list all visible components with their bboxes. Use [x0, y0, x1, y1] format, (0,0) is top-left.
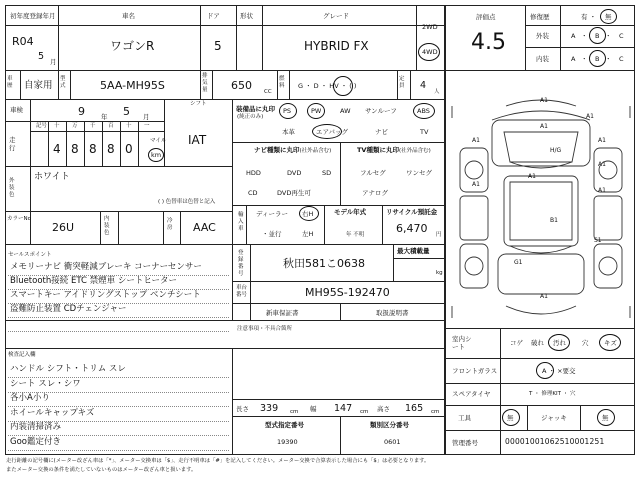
equipment-item: ナビ [375, 128, 388, 136]
owner-manual: 取扱説明書 [376, 309, 409, 317]
car-diagram [448, 92, 634, 328]
damage-mark: A1 [540, 97, 548, 104]
type-cert-label: 型式指定番号 [265, 421, 304, 429]
damage-mark: A1 [598, 187, 606, 194]
seat-option: 汚れ [553, 339, 566, 347]
height-unit: cm [431, 409, 440, 415]
mileage-unit-label: 千 [90, 123, 96, 129]
usage-label: 車歴 [7, 76, 13, 89]
frame-no-label: 車台番号 [236, 285, 248, 298]
type-cert: 19390 [277, 438, 298, 446]
class-no: 0601 [384, 438, 401, 446]
car-name-label: 車名 [122, 12, 135, 20]
damage-mark: A1 [598, 161, 606, 168]
drive-4wd: 4WD [422, 48, 438, 56]
drive-2wd: 2WD [422, 23, 438, 31]
exterior-grade-separator: ・ [581, 32, 588, 40]
interior-color-label: 内装色 [104, 216, 110, 236]
damage-mark: A1 [528, 173, 536, 180]
ac: AAC [193, 221, 216, 234]
repair-no: 無 [605, 13, 612, 21]
fuel-options: G ・ D ・ HV ・ ( ) [298, 82, 357, 90]
jack-value: 無 [602, 414, 609, 422]
mileage-unit-label: 十 [54, 123, 60, 129]
tools-value: 無 [507, 414, 514, 422]
exterior-color: ホワイト [34, 172, 70, 182]
tv-title [357, 146, 431, 155]
color-no: 26U [52, 221, 75, 234]
km-label: km [151, 151, 162, 159]
mile-label: マイル [150, 138, 167, 144]
footer-line-1: 走行距離の記号欄に(メーター改ざん車は「*」、メーター交換車は「$」、走行不明車は「#」を記入してください。メーター交換で合算表示した場合にも「$」は必要となります。 [6, 458, 430, 464]
interior-grade-separator: ・ [581, 55, 588, 63]
damage-mark: B1 [550, 217, 558, 224]
equipment-item: エアバッグ [316, 128, 348, 136]
damage-mark: A1 [540, 293, 548, 300]
width-label: 幅 [310, 405, 317, 413]
tv-subtitle: (社外品含む) [398, 148, 431, 154]
inspector-note-line: 内装清掃済み [10, 422, 62, 432]
equipment-item: サンルーフ [365, 107, 397, 115]
nav-title-text: ナビ種類に丸印 [254, 146, 300, 154]
interior-grade-option: B [595, 55, 600, 63]
new-car-warranty: 新車保証書 [266, 309, 299, 317]
capacity-unit: 人 [434, 89, 440, 95]
interior-grade-label: 内装 [536, 55, 549, 63]
interior-grade-separator: ・ [605, 55, 612, 63]
airbag-circle [312, 124, 342, 139]
yen-label: 円 [436, 232, 442, 238]
nav-type: DVD再生可 [277, 189, 311, 197]
inspection-month-unit: 月 [143, 113, 150, 121]
inspector-note-line: 各小A小り [10, 393, 50, 403]
inspector-note-line: Goo鑑定付き [10, 436, 61, 447]
reg-year-label: 初年度登録年月 [10, 12, 56, 20]
nav-subtitle: (社外品含む) [299, 148, 332, 154]
equipment-item: PS [283, 107, 292, 115]
damage-mark: A1 [540, 123, 548, 130]
windshield-options: A ・ ×要交 [542, 367, 576, 375]
mileage-label: 走行 [9, 136, 16, 152]
ps-circle [279, 103, 297, 119]
capacity-label: 定員 [399, 76, 405, 89]
import-parallel: ・並行 [262, 230, 282, 238]
tv-type: ワンセグ [406, 169, 432, 177]
nav-type: HDD [246, 169, 261, 177]
inspection-year-unit: 年 [101, 113, 108, 121]
left-hand: 左H [302, 230, 314, 238]
repair-label: 修復歴 [530, 13, 550, 21]
nav-title [254, 146, 331, 155]
abs-circle [413, 103, 435, 119]
sales-points-label: セールスポイント [8, 252, 52, 258]
mileage-unit-label: 百 [108, 123, 114, 129]
inspection-label: 車検 [10, 106, 23, 114]
mileage-digit: 0 [125, 142, 133, 156]
tools-label: 工具 [458, 414, 471, 422]
tv-type: フルセグ [360, 169, 386, 177]
displacement-label: 排気量 [202, 73, 208, 93]
exterior-grade-selected-circle [589, 27, 606, 44]
usage: 自家用 [24, 80, 53, 91]
exterior-grade-separator: ・ [605, 32, 612, 40]
kg-unit: kg [436, 270, 443, 276]
color-no-label: カラーNo [7, 216, 31, 222]
windshield-label: フロントガラス [452, 367, 498, 375]
footer-line-2: またメーター交換の条件を満たしていないものはメーター改ざん車と扱います。 [6, 467, 197, 473]
mileage-unit-label: 一 [144, 123, 150, 129]
reg-month: 5 [38, 51, 45, 62]
width-unit: cm [360, 409, 369, 415]
max-load-label: 最大積載量 [397, 247, 430, 255]
seat-option: キズ [604, 339, 617, 347]
mileage-unit-label: 万 [72, 123, 78, 129]
exterior-grade-option: A [571, 32, 576, 40]
seat-label: 室内シート [452, 335, 472, 351]
mileage-digit: 8 [71, 142, 79, 156]
equipment-item: 本革 [282, 128, 295, 136]
equipment-item: PW [311, 107, 322, 115]
shift-label: シフト [190, 101, 207, 107]
recycle-fee: 6,470 [396, 222, 428, 235]
height-label: 高さ [377, 405, 390, 413]
equipment-subtitle: (純正のみ) [237, 114, 264, 120]
score: 4.5 [471, 30, 506, 55]
repair-yes: 有 ・ [581, 13, 597, 21]
sales-point-line: スマートキー アイドリングストップ ベンチシート [10, 290, 201, 300]
mileage-digit: 4 [53, 142, 61, 156]
tv-type: アナログ [362, 189, 388, 197]
nav-type: CD [248, 189, 258, 197]
shape-label: 形状 [240, 12, 253, 20]
car-name: ワゴンR [110, 39, 155, 53]
damage-mark: G1 [514, 259, 523, 266]
interior-grade-selected-circle [589, 50, 606, 67]
reg-month-unit: 月 [50, 58, 57, 66]
door-label: ドア [207, 12, 220, 20]
interior-grade-option: C [619, 55, 624, 63]
fuel-hv-circle [333, 76, 353, 96]
import-dealer: ディーラー [256, 210, 288, 218]
inspector-notes-label: 検査記入欄 [8, 352, 36, 358]
spare-options: T ・ 修理KIT ・ 穴 [529, 391, 576, 397]
interior-grade-option: A [571, 55, 576, 63]
inspection-month: 5 [123, 105, 130, 118]
equipment-item: TV [420, 128, 429, 136]
damage-mark: A1 [586, 113, 594, 120]
damage-mark: S1 [594, 237, 602, 244]
sales-point-line: Bluetooth接続 ETC 禁煙車 シートヒーター [10, 276, 178, 286]
seat-option: 破れ [531, 339, 544, 347]
length-unit: cm [290, 409, 299, 415]
nav-type: DVD [287, 169, 302, 177]
exterior-note: ( ) 色替車は色替と記入 [158, 199, 216, 205]
seat-option: 穴 [582, 339, 589, 347]
defect-notes-label: 注意事項・不具合箇所 [237, 326, 293, 332]
mgmt-label: 管理番号 [452, 439, 478, 447]
capacity: 4 [420, 80, 427, 91]
length: 339 [260, 403, 279, 414]
mgmt-number: 00001001062510001251 [505, 437, 605, 446]
model-year-label: モデル年式 [334, 208, 367, 216]
grade: HYBRID FX [304, 39, 369, 53]
seat-dirt-circle [548, 334, 570, 351]
model-label: 型式 [60, 76, 66, 89]
mileage-unit-label: 十 [126, 123, 132, 129]
jack-label: ジャッキ [541, 414, 567, 422]
mileage-digit: 8 [89, 142, 97, 156]
import-label: 輸入車 [238, 212, 244, 232]
inspector-note-line: ホイールキャップキズ [10, 407, 95, 418]
displacement: 650 [231, 79, 252, 92]
score-label: 評価点 [476, 13, 496, 21]
mileage-unit-label: 記号 [36, 123, 48, 129]
inspector-note-line: ハンドル シフト・トリム スレ [10, 364, 126, 374]
height: 165 [405, 403, 424, 414]
width: 147 [334, 403, 353, 414]
mileage-digit: 8 [107, 142, 115, 156]
damage-mark: A1 [472, 181, 480, 188]
fuel-label: 燃料 [279, 76, 285, 89]
sales-point-line: 盗難防止装置 CDチェンジャー [10, 304, 127, 314]
seat-option: コゲ [510, 339, 523, 347]
damage-mark: H/G [550, 147, 562, 154]
exterior-label: 外装色 [9, 178, 15, 198]
equipment-item: AW [340, 107, 351, 115]
tv-title-text: TV種類に丸印 [357, 146, 399, 154]
reg-number: 秋田581こ0638 [283, 257, 365, 270]
nav-type: SD [322, 169, 332, 177]
exterior-grade-option: C [619, 32, 624, 40]
exterior-grade-option: B [595, 32, 600, 40]
damage-mark: A1 [598, 137, 606, 144]
equipment-title: 装備品に丸印 [236, 105, 275, 113]
reg-year: R04 [12, 35, 34, 48]
shift: IAT [188, 133, 207, 147]
seat-scratch-circle [599, 334, 621, 351]
model: 5AA-MH95S [100, 79, 165, 92]
frame-no: MH95S-192470 [305, 286, 390, 299]
grade-label: グレード [323, 12, 349, 20]
sales-point-line: メモリーナビ 衝突軽減ブレーキ コーナーセンサー [10, 262, 202, 272]
damage-mark: A1 [472, 137, 480, 144]
length-label: 長さ [236, 405, 249, 413]
inspection-year: 9 [78, 105, 85, 118]
ac-label: 冷房 [167, 218, 173, 231]
class-no-label: 類別区分番号 [370, 421, 409, 429]
model-year: 年 不明 [346, 232, 365, 238]
inspector-note-line: シート スレ・シワ [10, 378, 81, 389]
pw-circle [307, 103, 325, 119]
exterior-grade-label: 外装 [536, 32, 549, 40]
doors: 5 [214, 39, 222, 53]
spare-label: スペアタイヤ [452, 390, 491, 398]
equipment-item: ABS [417, 107, 430, 115]
right-hand: 右H [302, 210, 314, 218]
reg-number-label: 登録番号 [238, 250, 244, 277]
recycle-label: リサイクル預託金 [386, 208, 438, 216]
cc-unit: CC [264, 89, 272, 95]
